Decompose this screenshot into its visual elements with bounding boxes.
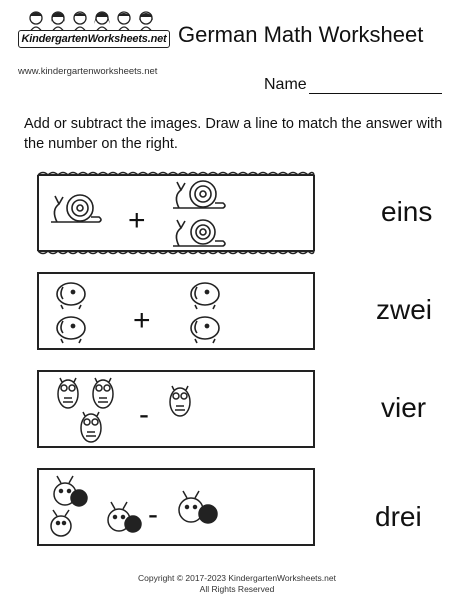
answer-eins[interactable]: eins	[381, 196, 433, 227]
svg-text:+: +	[133, 304, 151, 337]
svg-text:-: -	[139, 398, 149, 431]
kids-icon	[26, 10, 156, 32]
svg-text:-: -	[148, 498, 158, 531]
rights-text: All Rights Reserved	[199, 584, 275, 594]
name-label: Name	[264, 76, 307, 93]
name-line[interactable]	[309, 79, 442, 94]
answer-drei[interactable]: drei	[375, 501, 422, 532]
problem-4-art	[33, 464, 319, 550]
logo-text: KindergartenWorksheets.net	[18, 30, 170, 48]
problem-3	[33, 366, 319, 452]
page-title: German Math Worksheet	[178, 22, 424, 47]
copyright-text: Copyright © 2017-2023 KindergartenWorksheets.net	[138, 573, 336, 583]
instructions: Add or subtract the images. Draw a line to match the answer with the number on the right.	[24, 116, 443, 152]
name-field[interactable]	[264, 76, 442, 94]
site-url: www.kindergartenworksheets.net	[18, 66, 158, 77]
site-logo	[18, 8, 168, 58]
answer-zwei[interactable]: zwei	[376, 294, 433, 325]
problem-3-art	[33, 366, 319, 452]
svg-text:+: +	[128, 204, 146, 237]
problem-2	[33, 268, 319, 354]
problem-1	[33, 170, 319, 256]
problem-1-art	[33, 170, 319, 256]
problem-2-art	[33, 268, 319, 354]
answer-vier[interactable]: vier	[381, 392, 427, 423]
problem-4	[33, 464, 319, 550]
